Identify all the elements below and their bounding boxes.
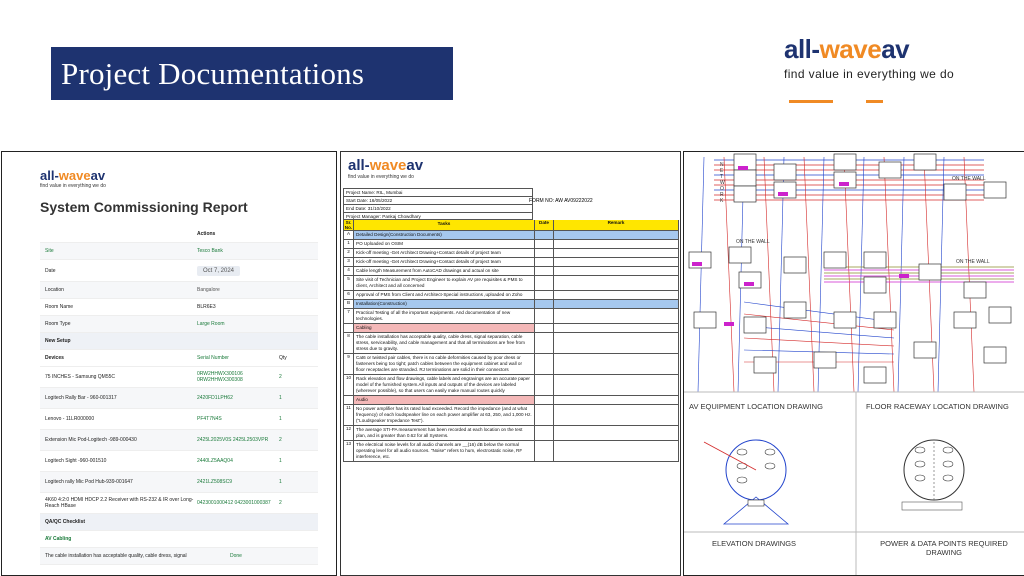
equipment-box bbox=[874, 312, 896, 328]
report-row: Devices Serial Number Qty bbox=[40, 350, 318, 367]
device-row: Extension Mic Pod-Logitech -989-000430 2425L2025V0S 2425L2503VPR 2 bbox=[40, 430, 318, 451]
checklist-row: 11 No power amplifier has its rated load exceeded. Record the impedance (and at what frequency) of each loudspeaker line on each power amplifier at 63, 250, and 1,000 Hz. ("Loudspeaker Impedance Test"). bbox=[343, 405, 679, 426]
equipment-box bbox=[984, 182, 1006, 198]
chair bbox=[915, 475, 925, 481]
equipment-box bbox=[694, 312, 716, 328]
report-section-qa: QA/QC Checklist bbox=[40, 514, 318, 531]
checklist-row: 6 Approval of PMS from Client and Architect-Special instructions ,uploaded on Zoho bbox=[343, 291, 679, 300]
project-checklist-panel bbox=[340, 151, 681, 576]
chair bbox=[737, 449, 747, 455]
on-the-wall-label: ON THE WALL bbox=[736, 239, 770, 245]
brand-wordmark: all-waveav bbox=[784, 34, 910, 64]
checklist-row: 4 Cable length Measurement from AutoCAD drawings and actual on site bbox=[343, 267, 679, 276]
equipment-box bbox=[879, 162, 901, 178]
equipment-box bbox=[754, 357, 776, 373]
equipment-box bbox=[864, 367, 886, 383]
drawings-panel bbox=[683, 151, 1024, 576]
chair bbox=[915, 447, 925, 453]
equipment-box bbox=[784, 302, 806, 318]
sheet-grid bbox=[343, 188, 679, 462]
equipment-box bbox=[834, 312, 856, 328]
chair bbox=[765, 449, 775, 455]
checklist-row: 10 Rack elevation and flow drawings, cable labels and engravings are an accurate paper model of the furnished system.All inputs and outputs of the devices are labeled (wherever possible), so that users can easily make manual routes quickly bbox=[343, 375, 679, 396]
commissioning-report-panel bbox=[1, 151, 337, 576]
equipment-box bbox=[914, 154, 936, 170]
cable-tag bbox=[692, 262, 702, 266]
report-logo: all-waveav find value in everything we do bbox=[40, 168, 106, 189]
cable-tag bbox=[839, 182, 849, 186]
device-row: Logitech Rally Bar - 960-001317 2420FD1LPH62 1 bbox=[40, 388, 318, 409]
equipment-box bbox=[814, 352, 836, 368]
equipment-box bbox=[729, 247, 751, 263]
equipment-box bbox=[914, 342, 936, 358]
equipment-box bbox=[919, 264, 941, 280]
checklist-row: A Detailed Design(Construction Documents) bbox=[343, 231, 679, 240]
equipment-box bbox=[964, 282, 986, 298]
equipment-box bbox=[864, 277, 886, 293]
network-label: NETWORK bbox=[720, 162, 725, 204]
slide-title-box bbox=[51, 47, 453, 100]
checklist-row: 9 Cat6 or twisted pair cables, there is no cable deformities caused by poor dress or fasteners being too tight; patch cables between the equipment cabinet and wall or floor receptacles are stranded. RJ terminations are solid in their connectors bbox=[343, 354, 679, 375]
report-row: Room Type Large Room bbox=[40, 316, 318, 333]
chair bbox=[737, 477, 747, 483]
equipment-box bbox=[989, 307, 1011, 323]
sheet-logo: all-waveav find value in everything we do bbox=[348, 157, 424, 180]
brand-logo bbox=[784, 34, 984, 106]
wire bbox=[884, 157, 894, 392]
report-row: AV Cabling bbox=[40, 531, 318, 548]
raceway bbox=[902, 502, 962, 510]
form-number: FORM NO: AW AV09222022 bbox=[529, 198, 593, 204]
checklist-row: Audio bbox=[343, 396, 679, 405]
report-row: Actions bbox=[40, 226, 318, 243]
accent-bar-long bbox=[789, 100, 833, 103]
slide-title: Project Documentations bbox=[61, 55, 365, 91]
equipment-box bbox=[954, 312, 976, 328]
device-row: 75 INCHES - Samsung QM55C 0RW2HHWX300106 0RW2HHWX300308 2 bbox=[40, 367, 318, 388]
power-data-label: POWER & DATA POINTS REQUIRED DRAWING bbox=[880, 539, 1008, 557]
on-the-wall-label: ON THE WALL bbox=[952, 176, 986, 182]
device-row: Lenovo - 11LR000000 PF4T7N4S 1 bbox=[40, 409, 318, 430]
wire bbox=[858, 157, 864, 392]
equipment-box bbox=[824, 252, 846, 268]
report-section-new-setup: New Setup bbox=[40, 333, 318, 350]
display bbox=[748, 500, 764, 506]
cable-tag bbox=[738, 166, 748, 170]
chair bbox=[943, 447, 953, 453]
checklist-row: 12 The average STI-PA measurement has been recorded at each location on the test plan, and is greater than 0.62 for all Systems. bbox=[343, 426, 679, 441]
chair bbox=[915, 461, 925, 467]
elevation-label: ELEVATION DRAWINGS bbox=[712, 539, 797, 548]
checklist-row: 1 PO Uploaded on OSIM bbox=[343, 240, 679, 249]
sheet-header-row: Sr. No. Tasks Date Remark bbox=[343, 220, 679, 231]
report-row: Date Oct 7, 2024 bbox=[40, 260, 318, 282]
on-the-wall-label: ON THE WALL bbox=[956, 259, 990, 265]
project-manager: Project Manager: Pankaj Chowdhary bbox=[343, 212, 533, 220]
checklist-row: 2 Kick-off meeting -Get Architect Drawing+Contact details of project team bbox=[343, 249, 679, 258]
wire bbox=[704, 442, 756, 470]
chair bbox=[765, 463, 775, 469]
report-row: Site Tesco Bank bbox=[40, 243, 318, 260]
accent-bar-short bbox=[866, 100, 883, 103]
equipment-box bbox=[834, 154, 856, 170]
cable-tag bbox=[744, 282, 754, 286]
equipment-box bbox=[734, 186, 756, 202]
wire bbox=[844, 157, 854, 392]
device-row: 4K60 4:2:0 HDMI HDCP 2.2 Receiver with RS-232 & IR over Long-Reach HBase 0423001000412 0423001000387 2 bbox=[40, 493, 318, 514]
report-table bbox=[40, 226, 318, 565]
start-date: Start Date: 16/05/2022 bbox=[343, 196, 533, 204]
equipment-box bbox=[774, 164, 796, 180]
equipment-box bbox=[864, 252, 886, 268]
checklist-row: 7 Practical Testing of all the important equipments. And documentation of new technologies. bbox=[343, 309, 679, 324]
checklist-row: 3 Kick-off meeting -Get Architect Drawing+Contact details of project team bbox=[343, 258, 679, 267]
checklist-row: Cabling bbox=[343, 324, 679, 333]
chair bbox=[943, 461, 953, 467]
date-pill: Oct 7, 2024 bbox=[197, 266, 240, 276]
cable-tag bbox=[778, 192, 788, 196]
equipment-box bbox=[944, 184, 966, 200]
wire bbox=[804, 157, 814, 392]
cable-tag bbox=[724, 322, 734, 326]
end-date: End Date: 31/10/2022 bbox=[343, 204, 533, 212]
checklist-row: 5 Site visit of Technician and Project Engineer to explain AV pre requisites & PMS to client, Architect and all concerned bbox=[343, 276, 679, 291]
device-row: Logitech rally Mic Pod Hub-939-001647 2421LZ508SC9 1 bbox=[40, 472, 318, 493]
floor-raceway-label: FLOOR RACEWAY LOCATION DRAWING bbox=[866, 402, 1009, 411]
checklist-row: B Installation(Construction) bbox=[343, 300, 679, 309]
brand-tagline: find value in everything we do bbox=[784, 67, 955, 81]
chair bbox=[943, 475, 953, 481]
checklist-row: 13 The electrical noise levels for all audio channels are __(16) dB below the normal operating level for all audio sources. "Noise" refers to hum, electrostatic noise, RF interference, etc. bbox=[343, 441, 679, 462]
equipment-box bbox=[744, 317, 766, 333]
project-name: Project Name: RIL, Mumbai bbox=[343, 188, 533, 196]
wiring-diagram bbox=[684, 152, 1024, 576]
report-row: Location Bangalore bbox=[40, 282, 318, 299]
equipment-box bbox=[784, 257, 806, 273]
device-row: Logitech Sight -960-001510 2440LZ5AAQ04 1 bbox=[40, 451, 318, 472]
checklist-row: 8 The cable installation has acceptable quality, cable dress, signal separation, cable stress, serviceability, and cable management and that all terminations are free from stress due to gravity. bbox=[343, 333, 679, 354]
report-title: System Commissioning Report bbox=[40, 199, 248, 215]
report-row: The cable installation has acceptable quality, cable dress, signal Done bbox=[40, 548, 318, 565]
sheet-header bbox=[344, 154, 678, 187]
report-row: Room Name BLR6E3 bbox=[40, 299, 318, 316]
equipment-box bbox=[734, 170, 756, 186]
av-location-label: AV EQUIPMENT LOCATION DRAWING bbox=[689, 402, 823, 411]
wire bbox=[698, 157, 704, 392]
wire bbox=[744, 302, 894, 322]
cable-tag bbox=[899, 274, 909, 278]
equipment-box bbox=[984, 347, 1006, 363]
